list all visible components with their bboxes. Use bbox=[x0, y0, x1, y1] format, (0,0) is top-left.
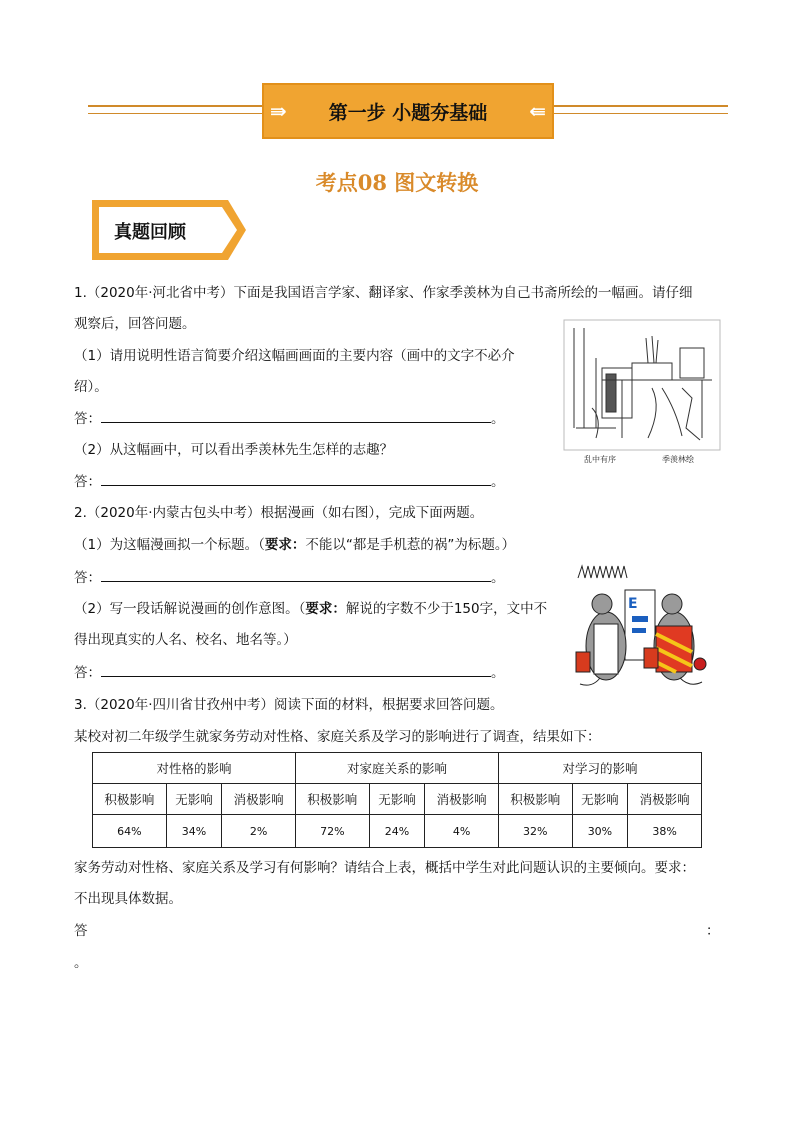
table-cell: 2% bbox=[222, 815, 296, 848]
answer-end: 。 bbox=[491, 665, 505, 681]
q3-intro: 某校对初二年级学生就家务劳动对性格、家庭关系及学习的影响进行了调查，结果如下： bbox=[74, 729, 601, 745]
table-group-header: 对家庭关系的影响 bbox=[295, 753, 498, 784]
table-subheader: 无影响 bbox=[572, 784, 628, 815]
answer-label: 答： bbox=[74, 474, 101, 490]
answer-blank[interactable] bbox=[101, 471, 491, 486]
study-sketch-image bbox=[562, 318, 722, 468]
table-cell: 64% bbox=[93, 815, 167, 848]
banner-line-right-top bbox=[554, 105, 728, 107]
answer-end: 。 bbox=[491, 474, 505, 490]
survey-table bbox=[92, 752, 702, 848]
answer-label: 答： bbox=[74, 411, 101, 427]
q1-answer2 bbox=[74, 471, 505, 492]
q2-part1-pre: （1）为这幅漫画拟一个标题。（ bbox=[74, 537, 265, 553]
answer-blank[interactable] bbox=[101, 662, 491, 677]
q2-answer2 bbox=[74, 662, 505, 683]
table-subheader: 消极影响 bbox=[425, 784, 499, 815]
table-cell: 30% bbox=[572, 815, 628, 848]
banner-line-right-bottom bbox=[554, 113, 728, 114]
table-cell: 4% bbox=[425, 815, 499, 848]
table-subheader: 无影响 bbox=[166, 784, 222, 815]
q3-answer-area[interactable] bbox=[100, 921, 700, 961]
table-subheader-row bbox=[93, 784, 702, 815]
table-subheader: 积极影响 bbox=[498, 784, 572, 815]
q2-part1-requirement: 要求： bbox=[264, 537, 306, 553]
table-subheader: 消极影响 bbox=[222, 784, 296, 815]
svg-text:E: E bbox=[628, 596, 638, 612]
q3-answer-colon: ： bbox=[706, 923, 720, 939]
double-chevron-right-icon: ⇛ bbox=[270, 99, 287, 123]
q1-stem-line1: 1.（2020年·河北省中考）下面是我国语言学家、翻译家、作家季羡林为自己书斋所绘的一幅画。请仔细 bbox=[74, 285, 693, 301]
sketch-caption-left: 乱中有序 bbox=[584, 455, 616, 464]
section-tag bbox=[92, 200, 246, 260]
q1-part1-line2: 绍）。 bbox=[74, 379, 108, 395]
table-subheader: 积极影响 bbox=[93, 784, 167, 815]
q3-answer-end: 。 bbox=[74, 955, 88, 971]
q1-part1-line1: （1）请用说明性语言简要介绍这幅画画面的主要内容（画中的文字不必介 bbox=[74, 348, 515, 364]
q2-part2-line2: 得出现真实的人名、校名、地名等。） bbox=[74, 632, 297, 648]
table-subheader: 积极影响 bbox=[295, 784, 369, 815]
table-group-header: 对学习的影响 bbox=[498, 753, 701, 784]
q3-question-line1: 家务劳动对性格、家庭关系及学习有何影响？请结合上表，概括中学生对此问题认识的主要倾向。要求： bbox=[74, 860, 695, 876]
banner-line-left-bottom bbox=[88, 113, 262, 114]
q1-stem-line2: 观察后，回答问题。 bbox=[74, 316, 196, 332]
q2-part2-requirement: 要求： bbox=[305, 601, 346, 617]
q2-part2-pre: （2）写一段话解说漫画的创作意图。（ bbox=[74, 601, 306, 617]
q2-answer1 bbox=[74, 567, 505, 588]
q1-part2: （2）从这幅画中，可以看出季羡林先生怎样的志趣？ bbox=[74, 442, 394, 458]
tag-label: 真题回顾 bbox=[114, 222, 186, 243]
q2-part1-post: 不能以“都是手机惹的祸”为标题。） bbox=[305, 537, 516, 553]
table-cell: 72% bbox=[295, 815, 369, 848]
answer-label: 答： bbox=[74, 665, 101, 681]
answer-end: 。 bbox=[491, 570, 505, 586]
answer-end: 。 bbox=[491, 411, 505, 427]
answer-label: 答： bbox=[74, 570, 101, 586]
table-cell: 24% bbox=[369, 815, 425, 848]
table-subheader: 消极影响 bbox=[628, 784, 702, 815]
sketch-caption-right: 季羡林绘 bbox=[662, 455, 694, 464]
q1-answer1 bbox=[74, 408, 505, 429]
table-cell: 38% bbox=[628, 815, 702, 848]
banner-line-left-top bbox=[88, 105, 262, 107]
cartoon-image bbox=[570, 560, 716, 700]
q3-stem: 3.（2020年·四川省甘孜州中考）阅读下面的材料，根据要求回答问题。 bbox=[74, 697, 504, 713]
section-title: 考点08 图文转换 bbox=[315, 170, 479, 195]
q2-part2 bbox=[74, 599, 547, 619]
q2-stem: 2.（2020年·内蒙古包头中考）根据漫画（如右图），完成下面两题。 bbox=[74, 505, 484, 521]
q3-question-line2: 不出现具体数据。 bbox=[74, 891, 182, 907]
banner bbox=[262, 83, 554, 139]
q2-part1 bbox=[74, 535, 515, 555]
table-subheader: 无影响 bbox=[369, 784, 425, 815]
q2-part2-post: 解说的字数不少于150字，文中不 bbox=[345, 601, 548, 617]
table-cell: 34% bbox=[166, 815, 222, 848]
answer-blank[interactable] bbox=[101, 408, 491, 423]
table-group-header: 对性格的影响 bbox=[93, 753, 296, 784]
answer-blank[interactable] bbox=[101, 567, 491, 582]
table-cell: 32% bbox=[498, 815, 572, 848]
banner-title: 第一步 小题夯基础 bbox=[328, 101, 488, 124]
table-header-row bbox=[93, 753, 702, 784]
q3-answer-label: 答 bbox=[74, 923, 88, 939]
table-row bbox=[93, 815, 702, 848]
double-chevron-left-icon: ⇚ bbox=[529, 99, 546, 123]
